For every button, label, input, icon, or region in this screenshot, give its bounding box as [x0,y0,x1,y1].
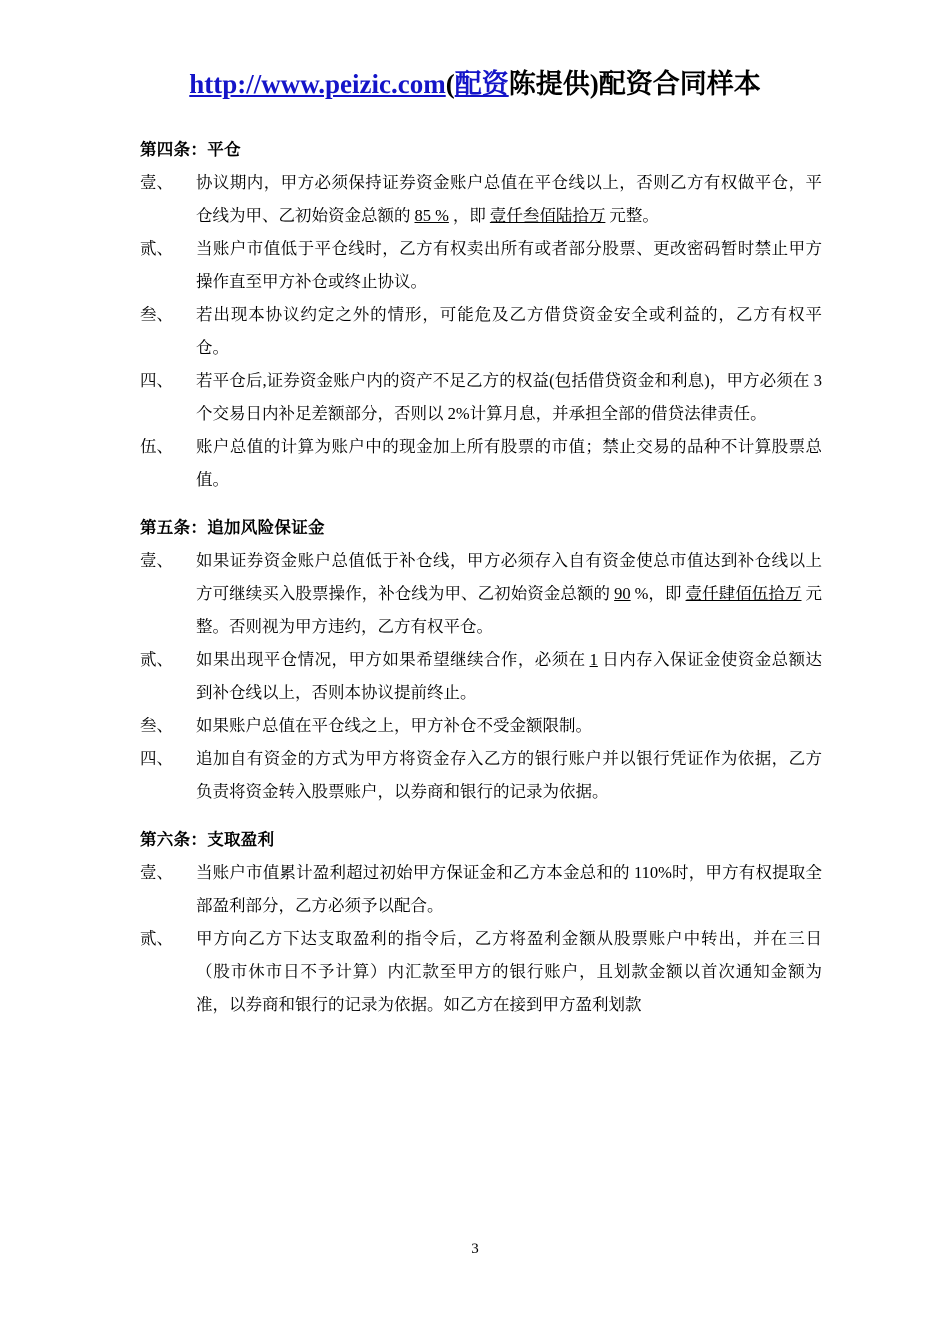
document-section [128,136,822,496]
fill-in-blank-value[interactable]: 90 [614,583,631,603]
clause-text [196,643,822,709]
clause [140,364,822,430]
clause-text-run: 若平仓后,证券资金账户内的资产不足乙方的权益(包括借贷资金和利息)，甲方必须在 3 个交易日内补足差额部分，否则以 2%计算月息，并承担全部的借贷法律责任。 [196,370,822,423]
clause-text-run: 当账户市值低于平仓线时，乙方有权卖出所有或者部分股票、更改密码暂时禁止甲方操作直至甲方补仓或终止协议。 [196,238,822,291]
clause-text-run: 元整。否则视为甲方违约，乙方有权平仓。 [196,583,822,636]
clause-text-run: 追加自有资金的方式为甲方将资金存入乙方的银行账户并以银行凭证作为依据，乙方负责将资金转入股票账户，以券商和银行的记录为依据。 [196,748,822,801]
clause-number: 壹、 [140,862,173,882]
clause-text-run: ，即 [452,205,486,225]
clause [140,856,822,922]
clause-text-run: 当账户市值累计盈利超过初始甲方保证金和乙方本金总和的 110%时，甲方有权提取全部盈利部分，乙方必须予以配合。 [196,862,822,915]
clause-text-run: 元整。 [609,205,659,225]
clause [140,709,822,742]
site-url-link[interactable]: http://www.peizic.com [189,69,446,99]
clause-number: 叁、 [140,304,173,324]
clause-text [196,922,822,1021]
clause [140,430,822,496]
page-number: 3 [471,1241,479,1257]
clause-number: 叁、 [140,715,173,735]
clause-text [196,709,822,742]
clause-number: 贰、 [140,649,173,669]
paren-open: ( [445,69,455,99]
clause-text [196,742,822,808]
clause-text-run: 如果出现平仓情况，甲方如果希望继续合作，必须在 [196,649,586,669]
clause-number: 四、 [140,748,173,768]
clause-text-run: 账户总值的计算为账户中的现金加上所有股票的市值；禁止交易的品种不计算股票总值。 [196,436,822,489]
page-title [128,68,822,102]
clause [140,742,822,808]
clause-text-run: %，即 [634,583,682,603]
clause-text-run: 协议期内，甲方必须保持证券资金账户总值在平仓线以上，否则乙方有权做平仓，平仓线为甲、乙初始资金总额的 [196,172,822,225]
clause-text-run: 日内存入保证金使资金总额达到补仓线以上，否则本协议提前终止。 [196,649,822,702]
document-section [128,514,822,808]
clause-text-run: 如果账户总值在平仓线之上，甲方补仓不受金额限制。 [196,715,592,735]
inner-link[interactable]: 配资 [454,69,509,99]
clause-text-run: 甲方向乙方下达支取盈利的指令后，乙方将盈利金额从股票账户中转出，并在三日（股市休市日不予计算）内汇款至甲方的银行账户，且划款金额以首次通知金额为准，以券商和银行的记录为依据。如乙方在接到甲方盈利划款 [196,928,822,1014]
clause-text [196,364,822,430]
clause [140,643,822,709]
clause-text [196,430,822,496]
document-body [128,136,822,1021]
clause [140,166,822,232]
clause-number: 贰、 [140,928,173,948]
clause-text [196,232,822,298]
clause-text [196,298,822,364]
clause-number: 伍、 [140,436,173,456]
fill-in-blank-value[interactable]: 壹仟叁佰陆拾万 [489,205,606,225]
clause-text [196,856,822,922]
clause-number: 壹、 [140,550,173,570]
clause-text-run: 如果证券资金账户总值低于补仓线，甲方必须存入自有资金使总市值达到补仓线以上方可继续买入股票操作，补仓线为甲、乙初始资金总额的 [196,550,822,603]
clause-text [196,544,822,643]
section-title: 第六条：支取盈利 [140,829,275,849]
clause-text-run: 若出现本协议约定之外的情形，可能危及乙方借贷资金安全或利益的，乙方有权平仓。 [196,304,822,357]
clause [140,232,822,298]
title-rest: 配资合同样本 [598,69,761,99]
section-title: 第四条：平仓 [140,139,241,159]
clause-number: 四、 [140,370,173,390]
clause [140,922,822,1021]
inner-rest: 陈提供) [508,69,599,99]
fill-in-blank-value[interactable]: 1 [589,649,598,669]
fill-in-blank-value[interactable]: 85 % [414,205,449,225]
fill-in-blank-value[interactable]: 壹仟肆佰伍拾万 [685,583,802,603]
clause-number: 贰、 [140,238,173,258]
clause-text [196,166,822,232]
clause [140,298,822,364]
clause-number: 壹、 [140,172,173,192]
clause [140,544,822,643]
section-title: 第五条：追加风险保证金 [140,517,325,537]
document-section [128,826,822,1021]
